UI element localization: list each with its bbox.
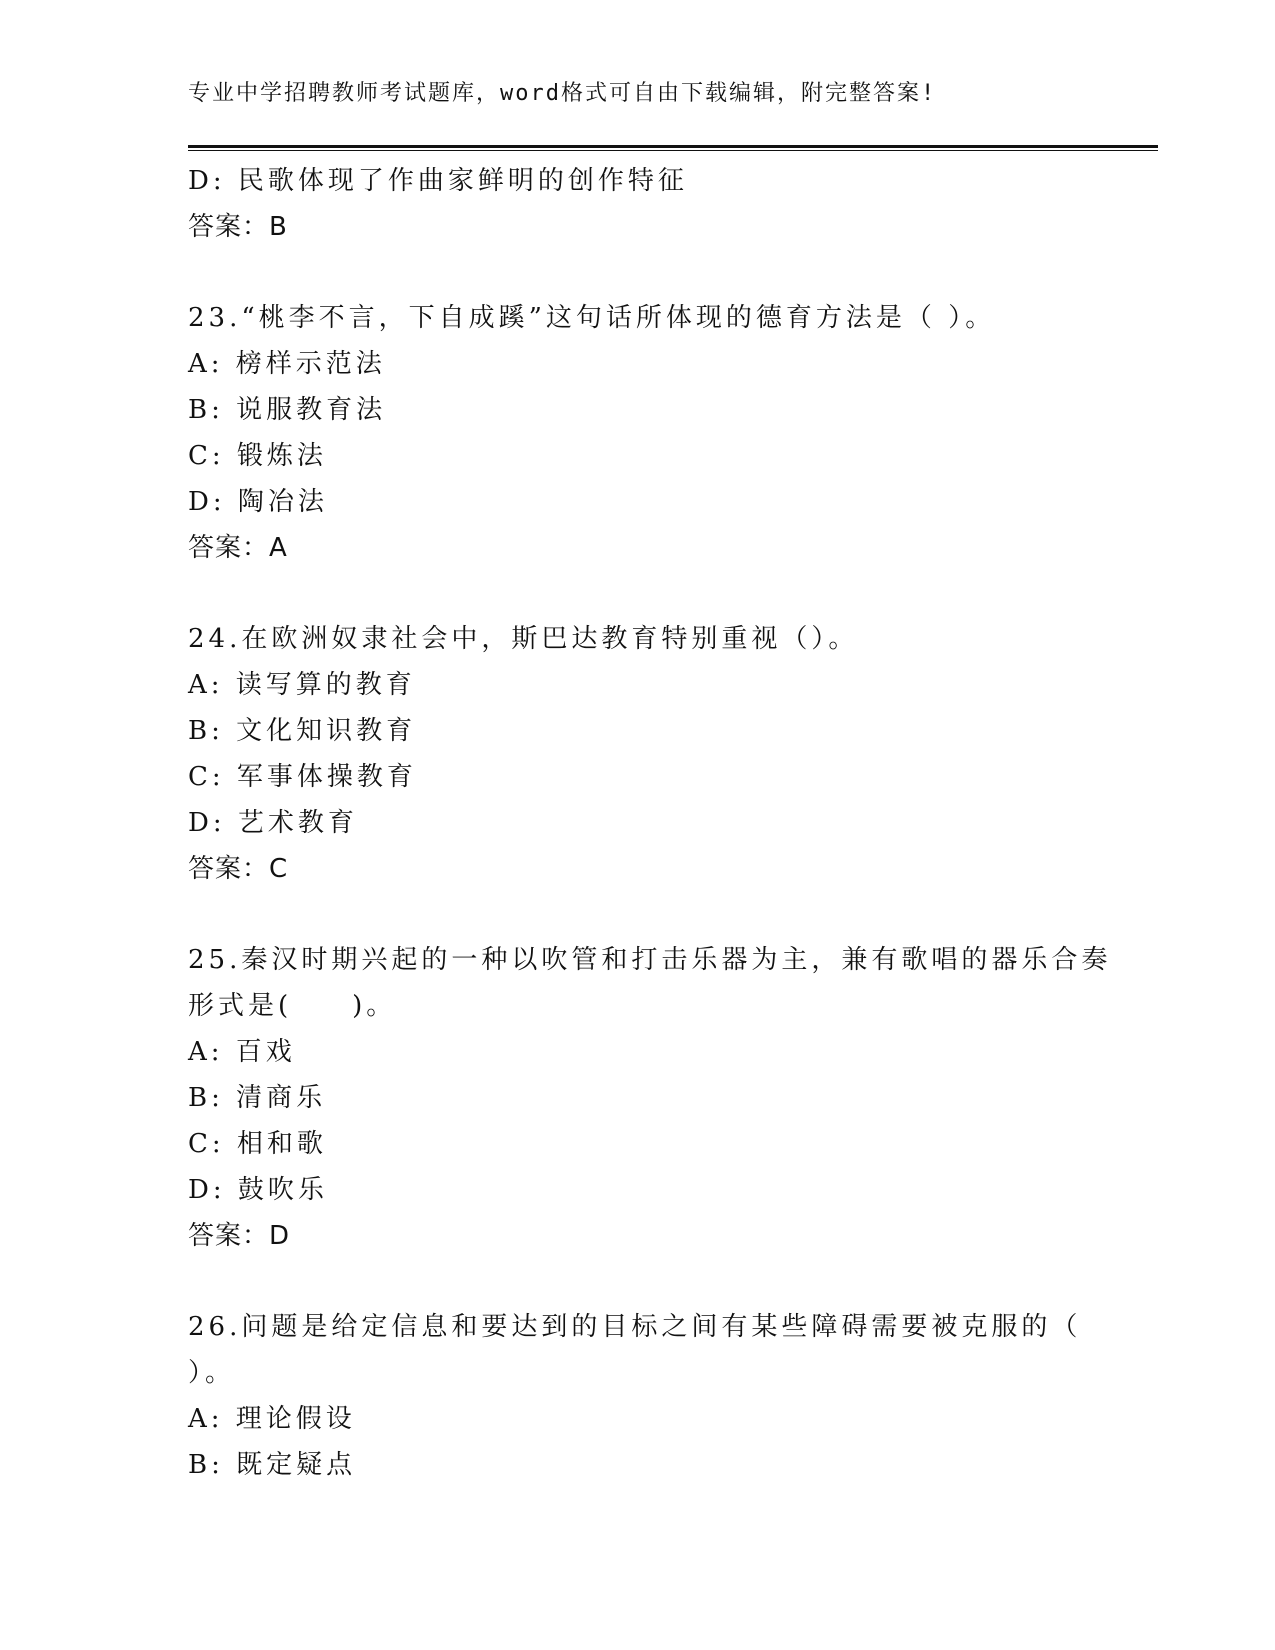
- option-b: B: 既定疑点: [188, 1450, 357, 1480]
- question-text: 24.在欧洲奴隶社会中，斯巴达教育特别重视（）。: [188, 624, 859, 654]
- answer-line: 答案：B: [188, 212, 288, 242]
- question-24: [188, 616, 1088, 892]
- question-23: [188, 295, 1088, 571]
- option-d: D: 民歌体现了作曲家鲜明的创作特征: [188, 166, 688, 196]
- option-a: A: 榜样示范法: [188, 349, 386, 379]
- option-c: C: 锻炼法: [188, 441, 327, 471]
- question-26: [188, 1304, 1088, 1488]
- question-text: 23.“桃李不言，下自成蹊”这句话所体现的德育方法是（ ）。: [188, 303, 996, 333]
- option-a: A: 读写算的教育: [188, 670, 416, 700]
- option-b: B: 说服教育法: [188, 395, 387, 425]
- option-a: A: 理论假设: [188, 1404, 356, 1434]
- option-b: B: 文化知识教育: [188, 716, 417, 746]
- question-text-continued: 形式是( )。: [188, 991, 397, 1021]
- carryover-block: [188, 158, 1088, 250]
- header-divider: [188, 145, 1158, 148]
- question-text: 25.秦汉时期兴起的一种以吹管和打击乐器为主，兼有歌唱的器乐合奏: [188, 945, 1112, 975]
- option-c: C: 军事体操教育: [188, 762, 417, 792]
- option-d: D: 艺术教育: [188, 808, 358, 838]
- question-list: [188, 158, 1112, 1488]
- answer-line: 答案：D: [188, 1221, 291, 1251]
- question-text: 26.问题是给定信息和要达到的目标之间有某些障碍需要被克服的（: [188, 1312, 1082, 1342]
- answer-line: 答案：A: [188, 533, 288, 563]
- header-divider-thin: [188, 150, 1158, 151]
- question-25: [188, 937, 1112, 1259]
- page-header: 专业中学招聘教师考试题库，word格式可自由下载编辑，附完整答案!: [188, 81, 937, 106]
- option-a: A: 百戏: [188, 1037, 296, 1067]
- option-b: B: 清商乐: [188, 1083, 327, 1113]
- option-d: D: 鼓吹乐: [188, 1175, 328, 1205]
- answer-line: 答案：C: [188, 854, 289, 884]
- option-c: C: 相和歌: [188, 1129, 327, 1159]
- question-text-continued: ）。: [188, 1358, 236, 1388]
- option-d: D: 陶冶法: [188, 487, 328, 517]
